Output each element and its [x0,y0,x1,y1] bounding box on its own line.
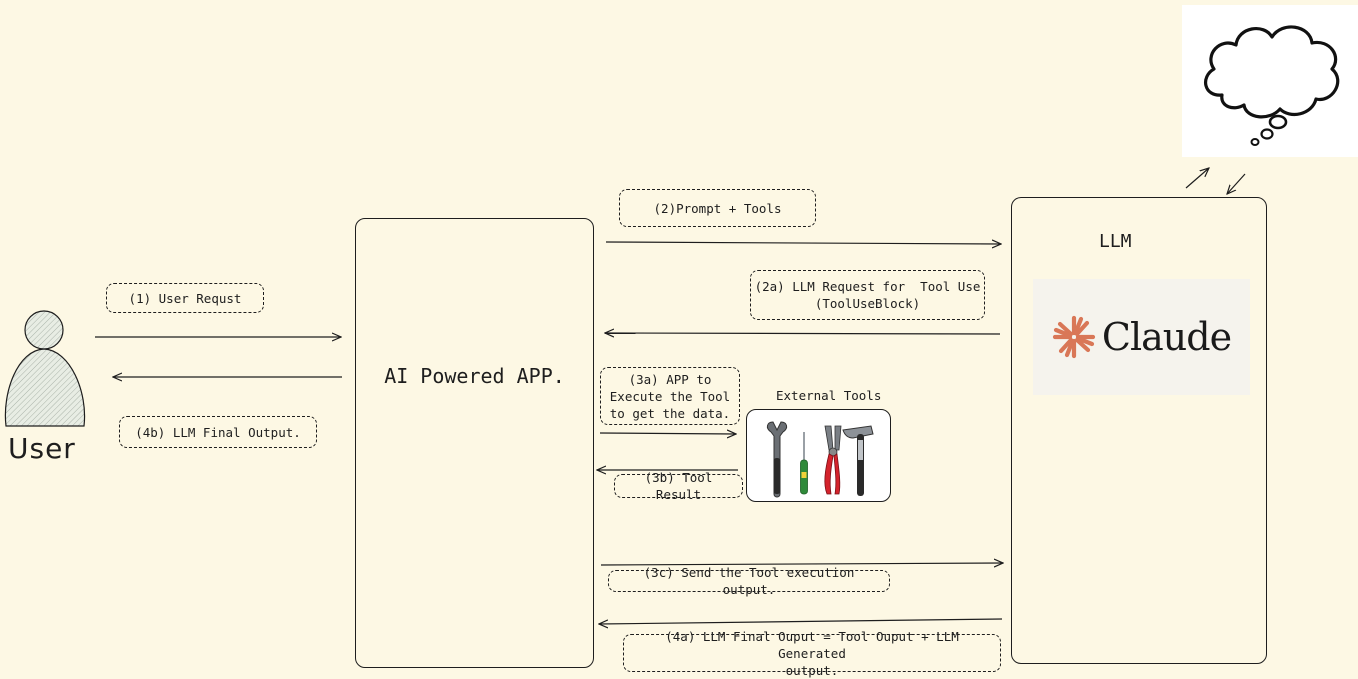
step-3a-text-line1: (3a) APP to [628,371,712,387]
step-3b-label [614,470,743,502]
claude-logo [1033,279,1250,395]
step-4a-text-line1: (4a) LLM Final Ouput = Tool Ouput + LLM Generated [665,628,959,661]
external-tools-title: External Tools [776,388,882,403]
step-4b-text: (4b) LLM Final Output. [135,424,301,440]
step-2a-text-line1: (2a) LLM Request for Tool Use [754,279,981,294]
step-1-text: (1) User Requst [128,290,242,306]
step-2-text: (2)Prompt + Tools [653,200,782,216]
step-3b-text: (3b) Tool Result [644,470,713,502]
llm-box [1011,197,1267,664]
arrow-llm-to-app-tooluse [605,333,1000,334]
step-2a-label [750,270,985,320]
step-4a-label [623,628,1001,678]
llm-title: LLM [1099,231,1132,252]
user-label: User [8,432,76,465]
arrow-llm-to-app-final [599,619,1002,624]
step-3a-label [600,367,740,425]
pliers-icon [825,426,841,494]
user-avatar-icon [5,311,84,426]
external-tools-box [746,409,891,502]
step-2-label [619,189,816,227]
tools-illustration [747,410,891,502]
hammer-icon [843,426,873,496]
step-3a-text-line3: to get the data. [609,405,731,421]
app-box [355,218,594,668]
claude-sunburst-icon [1052,315,1096,359]
step-2a-text-line2: (ToolUseBlock) [814,296,921,311]
wrench-icon [767,422,786,497]
arrow-llm-to-thought [1186,168,1209,188]
step-4b-label [119,416,317,448]
thought-panel [1182,5,1358,157]
step-1-label [106,283,264,313]
arrow-thought-to-llm [1227,174,1245,194]
arrow-app-to-tools [600,433,736,434]
claude-logo-text: Claude [1101,315,1232,359]
arrow-app-to-llm-prompt [606,242,1001,244]
step-3c-text: (3c) Send the Tool execution output. [643,565,855,597]
screwdriver-icon [801,432,808,494]
step-3a-text-line2: Execute the Tool [609,388,731,404]
thought-cloud-icon [1182,5,1358,157]
step-4a-text-line2: output. [785,662,839,678]
step-3c-label [608,565,890,597]
app-title: AI Powered APP. [384,364,565,388]
